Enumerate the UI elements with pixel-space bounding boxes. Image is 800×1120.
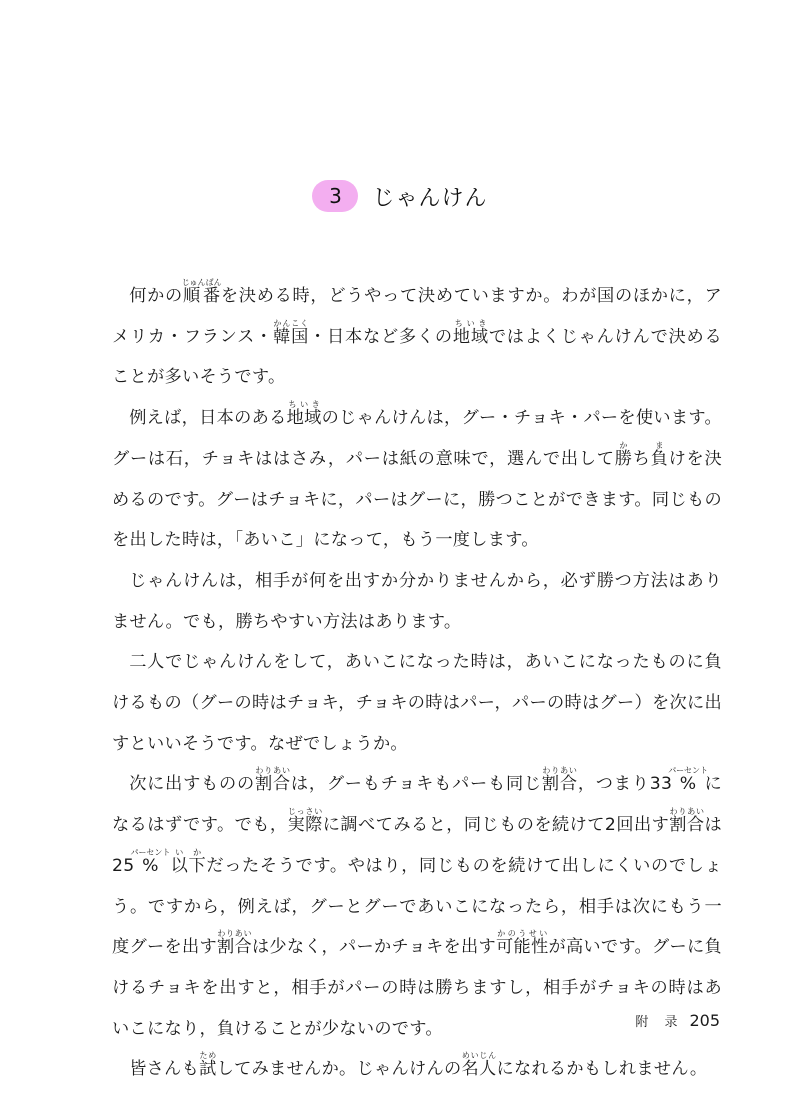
- furigana: ちいき: [286, 400, 322, 410]
- furigana: めいじん: [461, 1051, 497, 1061]
- text-run: は25: [112, 815, 723, 876]
- ruby-word: [669, 807, 705, 836]
- text-run: が高いです。グーに負けるチョキを出すと，相手がパーの時は勝ちますし，相手がチョキの時はあいこになり，負けることが少ないのです。: [112, 937, 722, 1039]
- ruby-word: [614, 440, 633, 469]
- text-run: は少なく，パーかチョキを出す: [251, 937, 496, 958]
- text-run: は，グーもチョキもパーも同じ: [290, 774, 542, 795]
- ruby-base: 地域: [286, 408, 322, 429]
- ruby-base: 負: [650, 448, 669, 469]
- ruby-base: 勝: [614, 448, 633, 469]
- ruby-base: 可能性: [495, 937, 549, 958]
- text-run: 例えば，日本のある: [129, 408, 287, 429]
- text-run: のじゃんけんは，グー・チョキ・パーを使います。グーは石，チョキははさみ，パーは紙の意味で，選んで出して: [112, 408, 722, 469]
- ruby-word: [668, 766, 709, 795]
- paragraph: [112, 561, 722, 642]
- ruby-word: [495, 929, 549, 958]
- furigana: いか: [170, 847, 207, 857]
- text-run: だったそうです。やはり，同じものを続けて出しにくいのでしょう。ですから，例えば，グーとグーであいこになったら，相手は次にもう一度グーを出す: [112, 855, 722, 958]
- ruby-base: 実際: [287, 815, 323, 836]
- ruby-word: [181, 278, 222, 306]
- text-run: 皆さんも: [129, 1059, 200, 1080]
- text-run: ではよくじゃんけんで決めることが多いそうです。: [112, 326, 722, 388]
- furigana: わりあい: [541, 766, 578, 776]
- section-title: [0, 180, 800, 212]
- paragraph: [112, 1049, 722, 1090]
- furigana: かんこく: [273, 318, 309, 328]
- ruby-word: [216, 929, 252, 958]
- text-run: じゃんけんは，相手が何を出すか分かりませんから，必ず勝つ方法はありません。でも，勝ちやすい方法はあります。: [112, 570, 722, 632]
- text-run: 何かの: [129, 286, 183, 306]
- section-number-badge: 3: [312, 180, 358, 212]
- ruby-base: 韓国: [273, 326, 310, 347]
- furigana: ま: [650, 440, 669, 450]
- ruby-base: 割合: [254, 774, 291, 795]
- furigana: パーセント: [668, 766, 709, 776]
- ruby-base: 地域: [452, 326, 489, 347]
- ruby-word: [541, 766, 578, 795]
- appendix-label: 附 录: [635, 1015, 684, 1030]
- text-run: を決める時，どうやって決めていますか。わが国のほかに，アメリカ・フランス・: [112, 286, 723, 347]
- furigana: じゅんばん: [181, 278, 222, 287]
- text-run: してみませんか。じゃんけんの: [216, 1059, 462, 1080]
- ruby-word: [461, 1051, 497, 1080]
- article-body: [112, 276, 722, 1090]
- ruby-base: 名人: [461, 1059, 497, 1080]
- furigana: パーセント: [130, 847, 171, 857]
- furigana: じっさい: [287, 807, 323, 817]
- furigana: ちいき: [452, 318, 489, 328]
- text-run: ち: [632, 448, 651, 469]
- paragraph: [112, 276, 722, 398]
- paragraph: [112, 642, 722, 764]
- ruby-word: [452, 318, 489, 347]
- furigana: ため: [199, 1051, 217, 1061]
- furigana: か: [614, 440, 633, 450]
- text-run: 二人でじゃんけんをして，あいこになった時は，あいこになったものに負けるもの（グーの時はチョキ，チョキの時はパー，パーの時はグー）を次に出すといいそうです。なぜでしょうか。: [112, 652, 722, 754]
- ruby-base: %: [668, 774, 709, 795]
- furigana: わりあい: [216, 929, 252, 939]
- ruby-word: [170, 847, 207, 876]
- text-run: けを決めるのです。グーはチョキに，パーはグーに，勝つことができます。同じものを出した時は，「あいこ」になって，もう一度します。: [112, 448, 722, 551]
- text-run: に調べてみると，同じものを続けて2回出す: [322, 815, 670, 836]
- furigana: わりあい: [669, 807, 705, 817]
- furigana: わりあい: [254, 766, 291, 776]
- ruby-word: [254, 766, 291, 795]
- ruby-base: 順番: [181, 286, 222, 306]
- ruby-base: 試: [199, 1059, 217, 1080]
- ruby-word: [286, 400, 322, 429]
- ruby-word: [273, 318, 310, 347]
- paragraph: [112, 764, 722, 1049]
- ruby-word: [650, 440, 669, 469]
- ruby-word: [130, 847, 171, 876]
- ruby-base: %: [130, 855, 171, 876]
- page-footer: [635, 1011, 720, 1030]
- text-run: になれるかもしれません。: [496, 1059, 708, 1080]
- paragraph: [112, 398, 722, 561]
- text-run: ・日本など多くの: [309, 326, 453, 347]
- text-run: ，つまり33: [577, 774, 673, 795]
- text-run: になるはずです。でも，: [112, 774, 722, 836]
- ruby-base: 割合: [541, 774, 578, 795]
- furigana: かのうせい: [495, 929, 549, 939]
- text-run: 次に出すものの: [129, 774, 255, 795]
- ruby-base: 以下: [170, 855, 207, 876]
- ruby-word: [287, 807, 323, 836]
- ruby-base: 割合: [216, 937, 252, 958]
- page-number: 205: [689, 1011, 720, 1030]
- ruby-word: [199, 1051, 217, 1080]
- section-heading: じゃんけん: [372, 185, 488, 211]
- ruby-base: 割合: [669, 815, 705, 836]
